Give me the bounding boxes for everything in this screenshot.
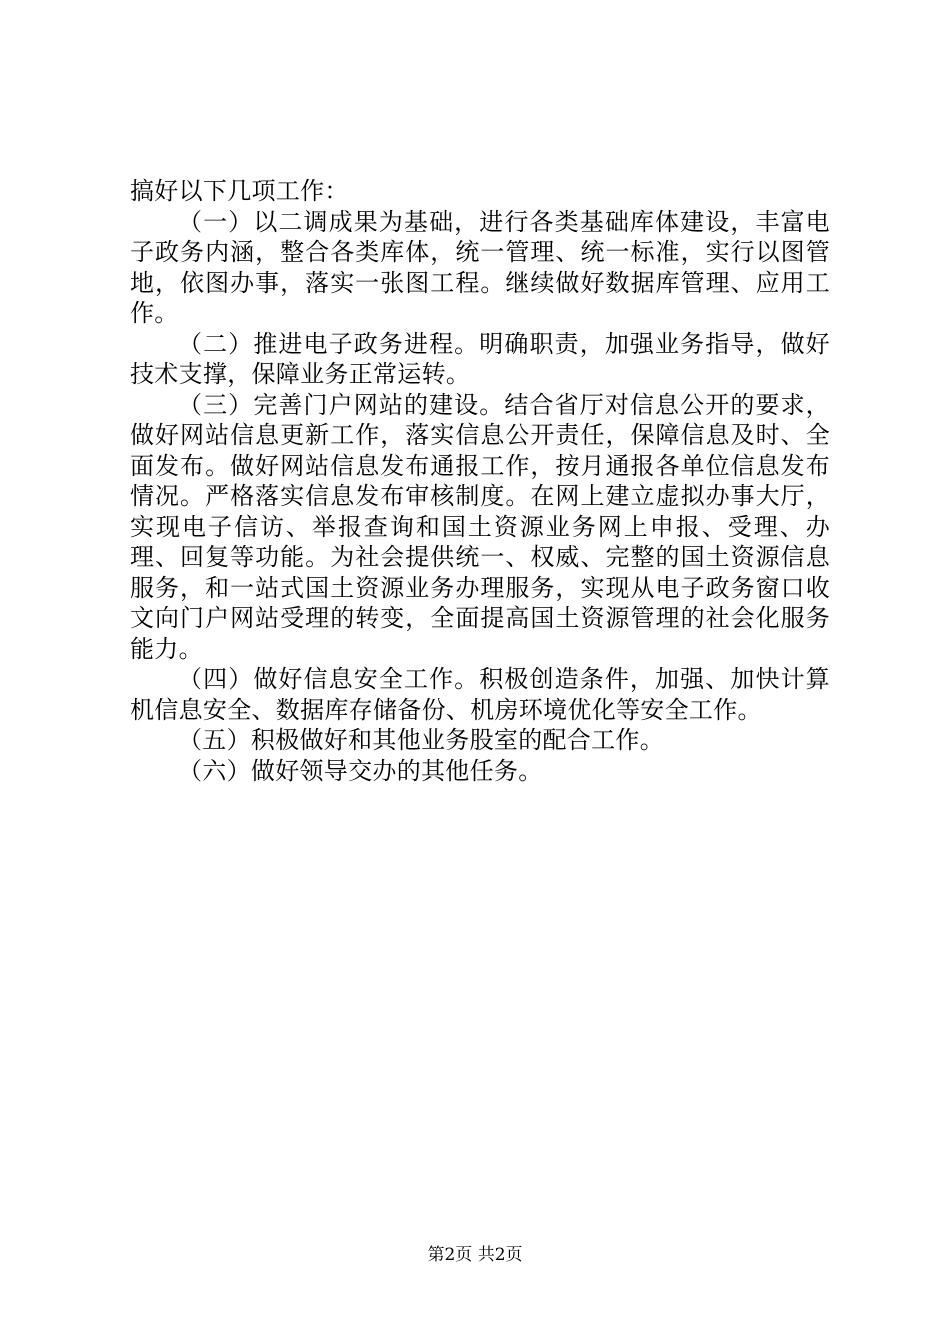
paragraph-item-1: （一）以二调成果为基础，进行各类基础库体建设，丰富电子政务内涵，整合各类库体，统一管理、统一标准，实行以图管地，依图办事，落实一张图工程。继续做好数据库管理、应用工作。 xyxy=(130,207,830,327)
paragraph-item-2: （二）推进电子政务进程。明确职责，加强业务指导，做好技术支撑，保障业务正常运转。 xyxy=(130,329,830,388)
paragraph-item-4: （四）做好信息安全工作。积极创造条件，加强、加快计算机信息安全、数据库存储备份、机房环境优化等安全工作。 xyxy=(130,665,830,724)
paragraph-item-3: （三）完善门户网站的建设。结合省厅对信息公开的要求，做好网站信息更新工作，落实信息公开责任，保障信息及时、全面发布。做好网站信息发布通报工作，按月通报各单位信息发布情况。严格落实信息发布审核制度。在网上建立虚拟办事大厅，实现电子信访、举报查询和国土资源业务网上申报、受理、办理、回复等功能。为社会提供统一、权威、完整的国土资源信息服务，和一站式国土资源业务办理服务，实现从电子政务窗口收文向门户网站受理的转变，全面提高国土资源管理的社会化服务能力。 xyxy=(130,390,830,663)
paragraph-item-5: （五）积极做好和其他业务股室的配合工作。 xyxy=(178,726,664,754)
document-body xyxy=(130,176,830,786)
paragraph-intro: 搞好以下几项工作： xyxy=(130,177,349,205)
page-footer: 第2页 共2页 xyxy=(427,1245,523,1265)
paragraph-item-6: （六）做好领导交办的其他任务。 xyxy=(178,756,543,785)
